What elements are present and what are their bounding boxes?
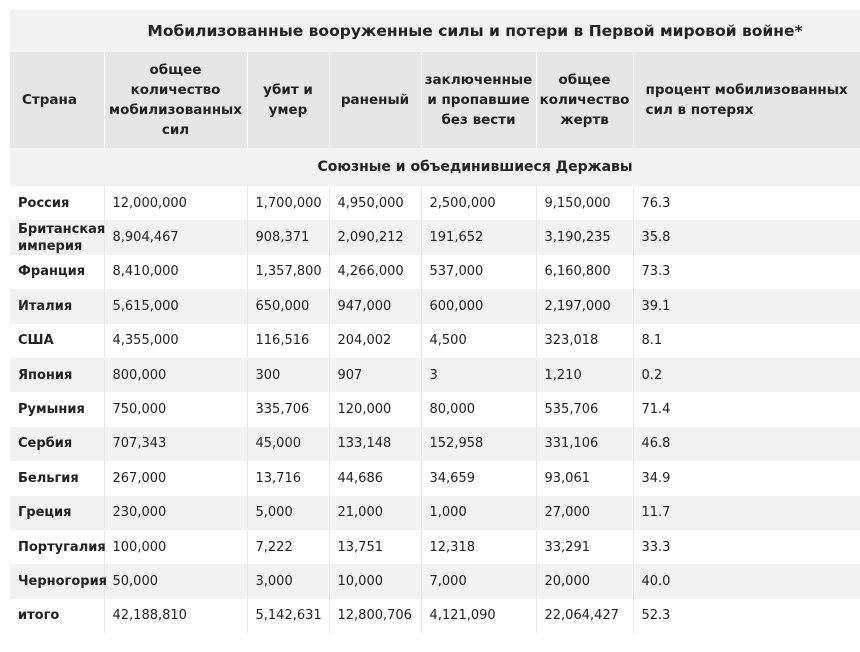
cell-prisoners-missing: 80,000 [421,392,536,426]
cell-killed: 7,222 [247,530,329,564]
table-body [10,186,860,633]
table-row [10,392,860,426]
cell-total-casualties: 535,706 [536,392,633,426]
cell-prisoners-missing: 152,958 [421,427,536,461]
cell-country: Япония [10,358,104,392]
cell-total-casualties: 3,190,235 [536,220,633,254]
cell-killed: 3,000 [247,564,329,598]
table-row [10,324,860,358]
cell-wounded: 120,000 [329,392,421,426]
cell-total-casualties: 1,210 [536,358,633,392]
cell-killed: 908,371 [247,220,329,254]
cell-mobilized: 8,410,000 [104,255,247,289]
cell-mobilized: 5,615,000 [104,289,247,323]
cell-wounded: 4,266,000 [329,255,421,289]
cell-killed: 5,142,631 [247,599,329,633]
cell-mobilized: 42,188,810 [104,599,247,633]
cell-percent: 35.8 [633,220,860,254]
cell-wounded: 13,751 [329,530,421,564]
cell-country: Италия [10,289,104,323]
cell-percent: 34.9 [633,461,860,495]
cell-country: Греция [10,496,104,530]
cell-mobilized: 12,000,000 [104,186,247,220]
cell-wounded: 21,000 [329,496,421,530]
cell-wounded: 947,000 [329,289,421,323]
column-header-killed: убит и умер [247,52,329,148]
cell-percent: 0.2 [633,358,860,392]
cell-total-casualties: 22,064,427 [536,599,633,633]
cell-mobilized: 230,000 [104,496,247,530]
cell-killed: 335,706 [247,392,329,426]
cell-country: Черногория [10,564,104,598]
column-header-mobilized: общее количество мобилизованных сил [104,52,247,148]
cell-killed: 300 [247,358,329,392]
cell-wounded: 12,800,706 [329,599,421,633]
cell-wounded: 133,148 [329,427,421,461]
table-row [10,496,860,530]
cell-percent: 71.4 [633,392,860,426]
cell-total-casualties: 33,291 [536,530,633,564]
cell-percent: 46.8 [633,427,860,461]
cell-mobilized: 707,343 [104,427,247,461]
cell-killed: 1,700,000 [247,186,329,220]
cell-percent: 11.7 [633,496,860,530]
cell-country: Румыния [10,392,104,426]
cell-killed: 1,357,800 [247,255,329,289]
table-row [10,255,860,289]
cell-prisoners-missing: 3 [421,358,536,392]
table-row [10,289,860,323]
table-row [10,564,860,598]
cell-percent: 76.3 [633,186,860,220]
cell-killed: 13,716 [247,461,329,495]
table-row [10,220,860,254]
cell-wounded: 44,686 [329,461,421,495]
column-header-wounded: раненый [329,52,421,148]
cell-total-casualties: 27,000 [536,496,633,530]
cell-wounded: 204,002 [329,324,421,358]
cell-mobilized: 750,000 [104,392,247,426]
cell-total-casualties: 323,018 [536,324,633,358]
cell-percent: 40.0 [633,564,860,598]
section-title: Союзные и объединившиеся Державы [10,148,860,186]
column-header-percent: процент мобилизованных сил в потерях [633,52,860,148]
table-row [10,461,860,495]
cell-country: Франция [10,255,104,289]
cell-prisoners-missing: 2,500,000 [421,186,536,220]
cell-percent: 33.3 [633,530,860,564]
table-title: Мобилизованные вооруженные силы и потери в Первой мировой войне* [10,10,860,52]
cell-country: Сербия [10,427,104,461]
cell-country: США [10,324,104,358]
column-header-prisoners-missing: заключенные и пропавшие без вести [421,52,536,148]
cell-total-casualties: 6,160,800 [536,255,633,289]
cell-killed: 5,000 [247,496,329,530]
cell-wounded: 4,950,000 [329,186,421,220]
cell-percent: 52.3 [633,599,860,633]
table-row [10,358,860,392]
column-header-total-casualties: общее количество жертв [536,52,633,148]
cell-wounded: 2,090,212 [329,220,421,254]
cell-prisoners-missing: 12,318 [421,530,536,564]
cell-country: итого [10,599,104,633]
cell-killed: 45,000 [247,427,329,461]
cell-percent: 8.1 [633,324,860,358]
cell-prisoners-missing: 4,500 [421,324,536,358]
table-container [10,10,848,652]
cell-mobilized: 4,355,000 [104,324,247,358]
column-header-country: Страна [10,52,104,148]
cell-country: Британская империя [10,220,104,254]
cell-prisoners-missing: 7,000 [421,564,536,598]
cell-mobilized: 8,904,467 [104,220,247,254]
cell-prisoners-missing: 191,652 [421,220,536,254]
cell-mobilized: 800,000 [104,358,247,392]
cell-prisoners-missing: 600,000 [421,289,536,323]
cell-prisoners-missing: 1,000 [421,496,536,530]
cell-percent: 73.3 [633,255,860,289]
table-row [10,599,860,633]
cell-country: Бельгия [10,461,104,495]
cell-wounded: 907 [329,358,421,392]
cell-mobilized: 100,000 [104,530,247,564]
cell-total-casualties: 93,061 [536,461,633,495]
cell-prisoners-missing: 537,000 [421,255,536,289]
table-row [10,427,860,461]
cell-killed: 650,000 [247,289,329,323]
cell-country: Португалия [10,530,104,564]
table-row [10,186,860,220]
cell-mobilized: 50,000 [104,564,247,598]
casualties-table [10,10,860,633]
cell-total-casualties: 20,000 [536,564,633,598]
cell-prisoners-missing: 4,121,090 [421,599,536,633]
cell-total-casualties: 2,197,000 [536,289,633,323]
cell-total-casualties: 331,106 [536,427,633,461]
cell-total-casualties: 9,150,000 [536,186,633,220]
cell-killed: 116,516 [247,324,329,358]
cell-prisoners-missing: 34,659 [421,461,536,495]
cell-mobilized: 267,000 [104,461,247,495]
cell-country: Россия [10,186,104,220]
cell-wounded: 10,000 [329,564,421,598]
cell-percent: 39.1 [633,289,860,323]
table-row [10,530,860,564]
